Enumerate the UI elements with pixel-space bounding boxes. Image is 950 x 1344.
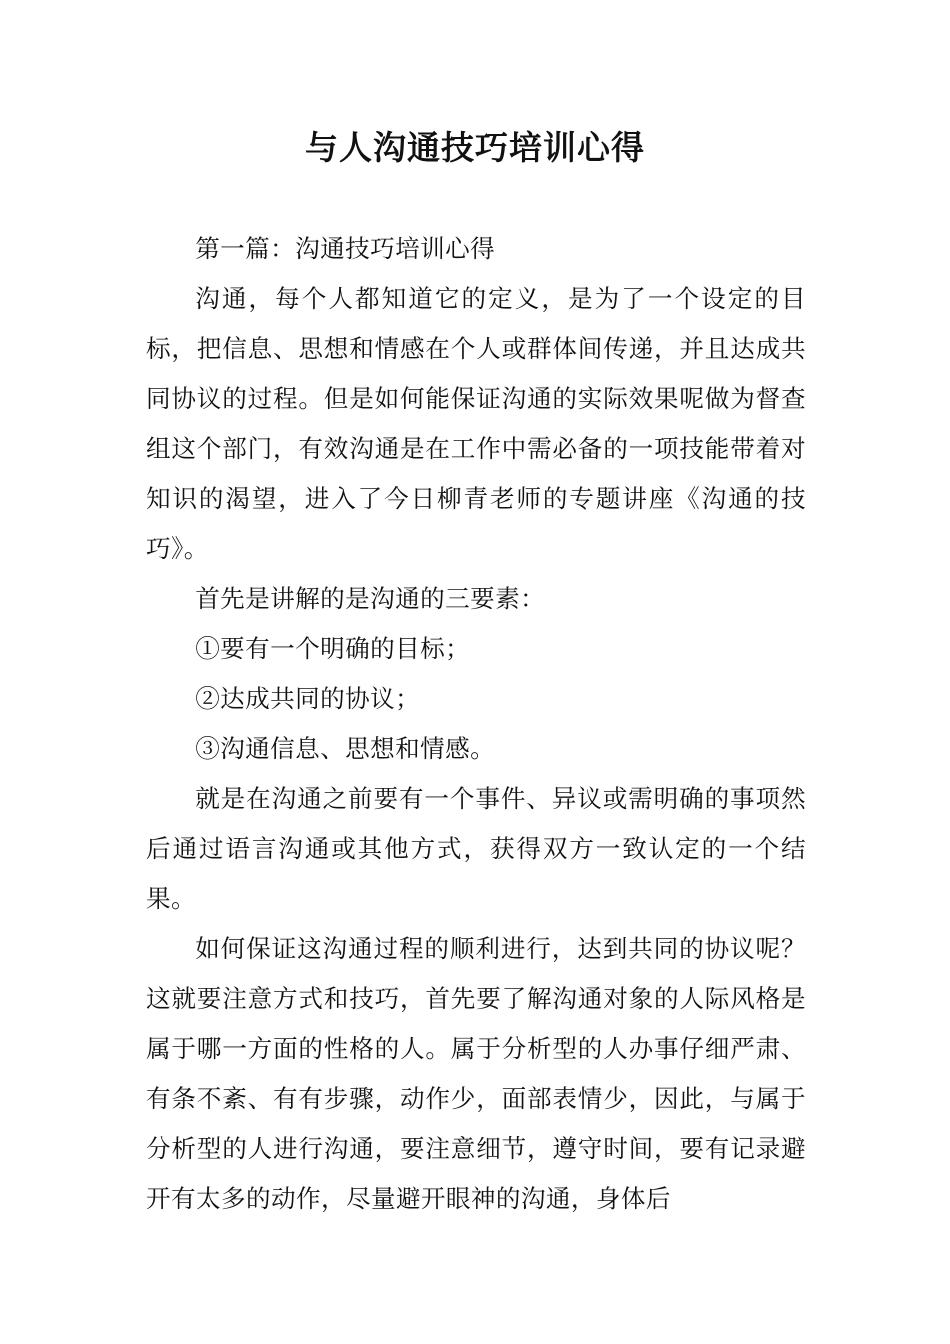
paragraph-explanation: 就是在沟通之前要有一个事件、异议或需明确的事项然后通过语言沟通或其他方式，获得双方一致认定的一个结果。 (146, 784, 806, 913)
list-item-element-3: ③沟通信息、思想和情感。 (195, 734, 496, 763)
paragraph-analytical-style: 如何保证这沟通过程的顺利进行，达到共同的协议呢？这就要注意方式和技巧，首先要了解沟通对象的人际风格是属于哪一方面的性格的人。属于分析型的人办事仔细严肃、有条不紊、有有步骤，动作少，面部表情少，因此，与属于分析型的人进行沟通，要注意细节，遵守时间，要有记录避开有太多的动作，尽量避开眼神的沟通，身体后 (146, 934, 806, 1213)
paragraph-section-heading: 第一篇：沟通技巧培训心得 (195, 234, 496, 263)
list-item-element-2: ②达成共同的协议； (195, 684, 421, 713)
document-body (146, 224, 806, 1224)
paragraph-definition: 沟通，每个人都知道它的定义，是为了一个设定的目标，把信息、思想和情感在个人或群体间传递，并且达成共同协议的过程。但是如何能保证沟通的实际效果呢做为督查组这个部门，有效沟通是在工作中需必备的一项技能带着对知识的渴望，进入了今日柳青老师的专题讲座《沟通的技巧》。 (146, 284, 806, 563)
list-item-element-1: ①要有一个明确的目标； (195, 634, 471, 663)
document-title: 与人沟通技巧培训心得 (305, 128, 645, 167)
paragraph-three-elements-intro: 首先是讲解的是沟通的三要素： (195, 584, 546, 613)
